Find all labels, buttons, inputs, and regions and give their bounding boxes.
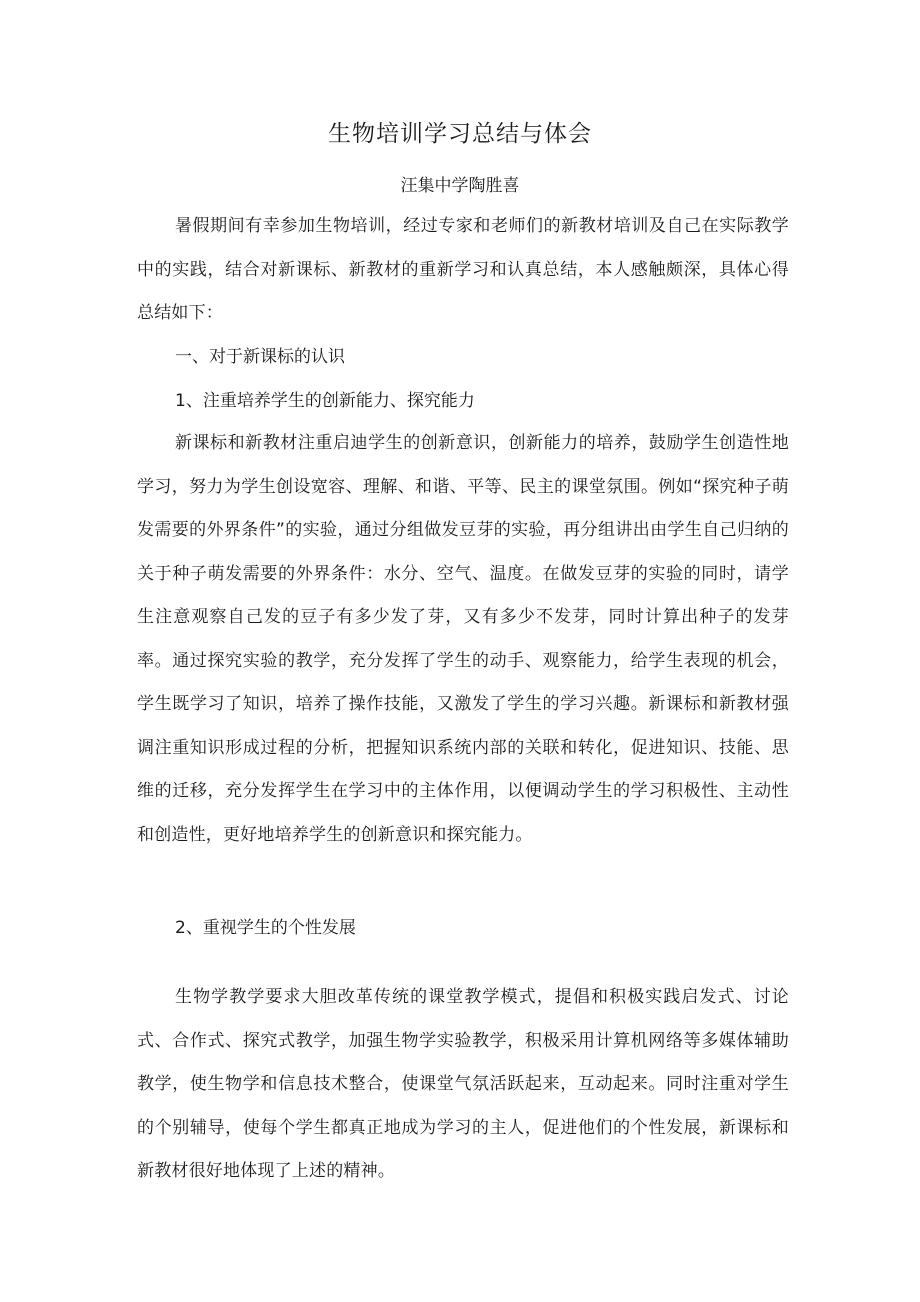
subsection-body-1: 新课标和新教材注重启迪学生的创新意识，创新能力的培养，鼓励学生创造性地学习，努力为学生创设宽容、理解、和谐、平等、民主的课堂氛围。例如“探究种子萌发需要的外界条件”的实验，通过分组做发豆芽的实验，再分组讲出由学生自己归纳的关于种子萌发需要的外界条件：水分、空气、温度。在做发豆芽的实验的同时，请学生注意观察自己发的豆子有多少发了芽，又有多少不发芽，同时计算出种子的发芽率。通过探究实验的教学，充分发挥了学生的动手、观察能力，给学生表现的机会，学生既学习了知识，培养了操作技能，又激发了学生的学习兴趣。新课标和新教材强调注重知识形成过程的分析，把握知识系统内部的关联和转化，促进知识、技能、思维的迁移，充分发挥学生在学习中的主体作用，以便调动学生的学习积极性、主动性和创造性，更好地培养学生的创新意识和探究能力。 <box>137 433 789 845</box>
section-heading-1: 一、对于新课标的认识 <box>175 347 345 367</box>
subsection-heading-1: 1、注重培养学生的创新能力、探究能力 <box>175 391 475 411</box>
subsection-heading-2: 2、重视学生的个性发展 <box>175 918 356 938</box>
document-author: 汪集中学陶胜喜 <box>400 176 520 196</box>
document-title: 生物培训学习总结与体会 <box>328 121 592 147</box>
intro-paragraph: 暑假期间有幸参加生物培训，经过专家和老师们的新教材培训及自己在实际教学中的实践，结合对新课标、新教材的重新学习和认真总结，本人感触颇深，具体心得总结如下： <box>137 216 789 323</box>
subsection-body-2: 生物学教学要求大胆改革传统的课堂教学模式，提倡和积极实践启发式、讨论式、合作式、探究式教学，加强生物学实验教学，积极采用计算机网络等多媒体辅助教学，使生物学和信息技术整合，使课堂气氛活跃起来，互动起来。同时注重对学生的个别辅导，使每个学生都真正地成为学习的主人，促进他们的个性发展，新课标和新教材很好地体现了上述的精神。 <box>137 987 789 1181</box>
